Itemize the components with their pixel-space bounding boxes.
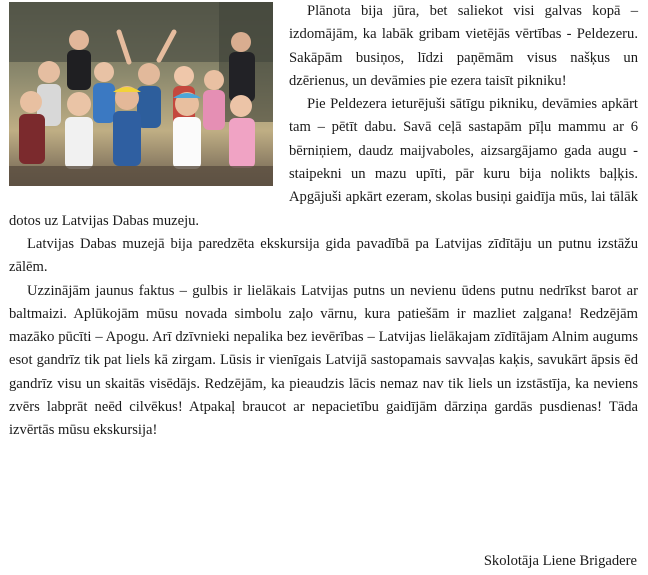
group-photo-illustration (9, 2, 273, 186)
group-photo (9, 2, 273, 186)
paragraph-3: Latvijas Dabas muzejā bija paredzēta ekskursija gida pavadībā pa Latvijas zīdītāju un putnu izstāžu zālēm. (9, 235, 638, 276)
article-body (9, 0, 638, 443)
paragraph-2: Pie Peldezera ieturējuši sātīgu pikniku, devāmies apkārt tam – pētīt dabu. Savā ceļā sastapām pīļu mammu ar 6 bērniņiem, daudz maijvaboles, aizsargājamo gada augu - staipekni un mazu upīti, pār kuru bija nolikts baļķis. Apgājuši apkārt ezeram, skolas busiņi gaidīja mūs, lai tālāk dotos uz Latvijas Dabas muzeju. (9, 96, 638, 229)
signature: Skolotāja Liene Brigadere (483, 553, 637, 569)
paragraph-1: Plānota bija jūra, bet saliekot visi galvas kopā – izdomājām, ka labāk gribam vietējās vērtības - Peldezeru. Sakāpām busiņos, līdzi paņēmām visus našķus un dzērienus, un devāmies pie ezera taisīt pikniku! (289, 3, 638, 89)
paragraph-4: Uzzinājām jaunus faktus – gulbis ir lielākais Latvijas putns un nevienu ūdens putnu nedrīkst barot ar baltmaizi. Aplūkojām mūsu novada simbolu zaļo vārnu, kura patiešām ir mazliet zaļgana! Redzējām mazāko pūcīti – Apogu. Arī dzīvnieki nepalika bez ievērības – Latvijas lielākajam zīdītājam Alnim augums esot gandrīz tik pat liels kā zirgam. Lūsis ir vienīgais Latvijā sastopamais savvaļas kaķis, savukārt āpsis ēd gandrīz visu un skaitās visēdājs. Redzējām, ka pieaudzis lācis nemaz nav tik liels un izstāstīja, ka neviens zvērs labprāt neēd cilvēkus! Atpakaļ braucot ar nepacietību gaidījām dārziņa gardās pusdienas! Tāda izvērtās mūsu ekskursija! (9, 282, 638, 439)
